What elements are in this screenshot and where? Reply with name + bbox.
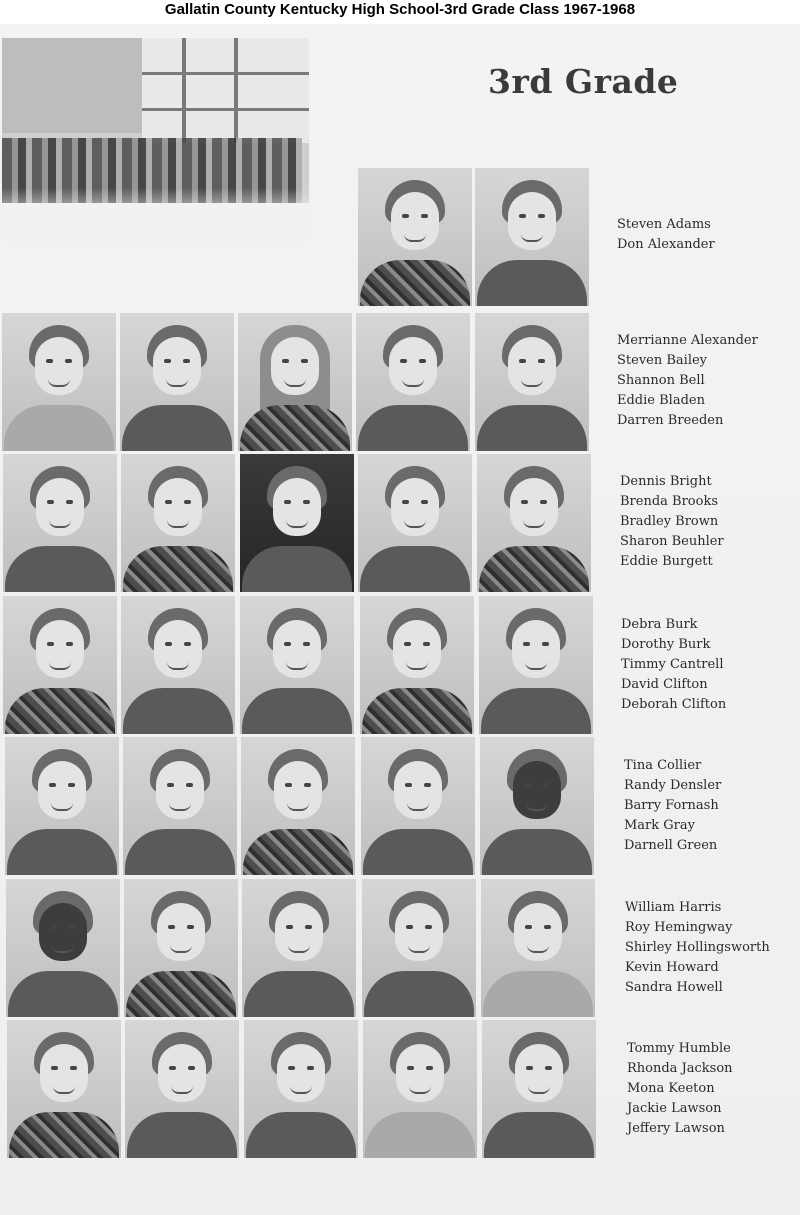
portrait-shirt bbox=[360, 546, 470, 592]
student-name: Rhonda Jackson bbox=[627, 1061, 733, 1076]
portrait-shirt bbox=[358, 405, 468, 451]
portrait-shirt bbox=[243, 829, 353, 875]
portrait-shirt bbox=[242, 688, 352, 734]
student-portrait bbox=[480, 737, 594, 875]
student-portrait bbox=[363, 1020, 477, 1158]
student-name: Darnell Green bbox=[624, 838, 718, 853]
student-portrait bbox=[7, 1020, 121, 1158]
name-list-row-1 bbox=[617, 215, 797, 255]
name-list-row-3 bbox=[620, 472, 800, 572]
student-name: Brenda Brooks bbox=[620, 494, 719, 509]
portrait-shirt bbox=[246, 1112, 356, 1158]
student-portrait bbox=[477, 454, 591, 592]
student-portrait bbox=[6, 879, 120, 1017]
student-name: Mona Keeton bbox=[627, 1081, 715, 1096]
student-portrait bbox=[358, 454, 472, 592]
student-name: Randy Densler bbox=[624, 778, 722, 793]
portrait-shirt bbox=[9, 1112, 119, 1158]
student-portrait bbox=[242, 879, 356, 1017]
student-name: Eddie Burgett bbox=[620, 554, 713, 569]
student-portrait bbox=[356, 313, 470, 451]
portrait-shirt bbox=[365, 1112, 475, 1158]
student-portrait bbox=[475, 168, 589, 306]
student-name: Bradley Brown bbox=[620, 514, 719, 529]
portrait-shirt bbox=[125, 829, 235, 875]
portrait-shirt bbox=[477, 260, 587, 306]
student-name: Merrianne Alexander bbox=[617, 333, 758, 348]
student-name: Roy Hemingway bbox=[625, 920, 733, 935]
portrait-shirt bbox=[363, 829, 473, 875]
portrait-shirt bbox=[242, 546, 352, 592]
portrait-shirt bbox=[127, 1112, 237, 1158]
student-name: Deborah Clifton bbox=[621, 697, 727, 712]
student-name: Debra Burk bbox=[621, 617, 698, 632]
class-group-photo bbox=[2, 38, 309, 243]
section-title: 3rd Grade bbox=[488, 62, 679, 101]
portrait-shirt bbox=[8, 971, 118, 1017]
page-header: Gallatin County Kentucky High School-3rd Grade Class 1967-1968 bbox=[164, 1, 636, 18]
portrait-shirt bbox=[123, 546, 233, 592]
portrait-shirt bbox=[122, 405, 232, 451]
student-portrait bbox=[482, 1020, 596, 1158]
portrait-shirt bbox=[362, 688, 472, 734]
student-portrait bbox=[479, 596, 593, 734]
name-list-row-6 bbox=[625, 898, 800, 998]
student-name: Jeffery Lawson bbox=[627, 1121, 725, 1136]
portrait-shirt bbox=[123, 688, 233, 734]
student-portrait bbox=[361, 737, 475, 875]
portrait-shirt bbox=[482, 829, 592, 875]
student-portrait bbox=[238, 313, 352, 451]
portrait-shirt bbox=[5, 546, 115, 592]
student-name: Shirley Hollingsworth bbox=[625, 940, 770, 955]
student-name: Kevin Howard bbox=[625, 960, 719, 975]
student-name: Jackie Lawson bbox=[627, 1101, 722, 1116]
portrait-shirt bbox=[240, 405, 350, 451]
student-name: Tommy Humble bbox=[627, 1041, 731, 1056]
student-portrait bbox=[240, 596, 354, 734]
student-name: Sandra Howell bbox=[625, 980, 723, 995]
student-portrait bbox=[124, 879, 238, 1017]
student-portrait bbox=[358, 168, 472, 306]
portrait-shirt bbox=[126, 971, 236, 1017]
student-name: Tina Collier bbox=[624, 758, 702, 773]
student-name: Darren Breeden bbox=[617, 413, 724, 428]
name-list-row-7 bbox=[627, 1039, 800, 1139]
student-name: Shannon Bell bbox=[617, 373, 705, 388]
student-name: Eddie Bladen bbox=[617, 393, 705, 408]
student-portrait bbox=[362, 879, 476, 1017]
portrait-shirt bbox=[4, 405, 114, 451]
student-portrait bbox=[123, 737, 237, 875]
student-portrait bbox=[244, 1020, 358, 1158]
student-name: Mark Gray bbox=[624, 818, 695, 833]
student-portrait bbox=[121, 596, 235, 734]
student-name: David Clifton bbox=[621, 677, 708, 692]
student-portrait bbox=[475, 313, 589, 451]
portrait-shirt bbox=[7, 829, 117, 875]
student-name: Timmy Cantrell bbox=[621, 657, 724, 672]
name-list-row-2 bbox=[617, 331, 797, 431]
student-name: Barry Fornash bbox=[624, 798, 719, 813]
student-portrait bbox=[120, 313, 234, 451]
portrait-shirt bbox=[479, 546, 589, 592]
student-portrait bbox=[481, 879, 595, 1017]
portrait-shirt bbox=[364, 971, 474, 1017]
portrait-shirt bbox=[483, 971, 593, 1017]
student-portrait bbox=[2, 313, 116, 451]
student-name: Sharon Beuhler bbox=[620, 534, 724, 549]
student-name: William Harris bbox=[625, 900, 722, 915]
student-name: Don Alexander bbox=[617, 237, 715, 252]
student-portrait bbox=[241, 737, 355, 875]
name-list-row-4 bbox=[621, 615, 800, 715]
student-portrait bbox=[5, 737, 119, 875]
student-portrait bbox=[3, 454, 117, 592]
student-name: Steven Adams bbox=[617, 217, 711, 232]
student-portrait bbox=[360, 596, 474, 734]
student-portrait bbox=[125, 1020, 239, 1158]
portrait-shirt bbox=[477, 405, 587, 451]
portrait-shirt bbox=[481, 688, 591, 734]
student-portrait bbox=[3, 596, 117, 734]
student-portrait bbox=[121, 454, 235, 592]
student-name: Steven Bailey bbox=[617, 353, 708, 368]
portrait-shirt bbox=[244, 971, 354, 1017]
portrait-shirt bbox=[484, 1112, 594, 1158]
student-name: Dennis Bright bbox=[620, 474, 712, 489]
portrait-shirt bbox=[5, 688, 115, 734]
student-name: Dorothy Burk bbox=[621, 637, 711, 652]
name-list-row-5 bbox=[624, 756, 800, 856]
student-portrait bbox=[240, 454, 354, 592]
portrait-shirt bbox=[360, 260, 470, 306]
